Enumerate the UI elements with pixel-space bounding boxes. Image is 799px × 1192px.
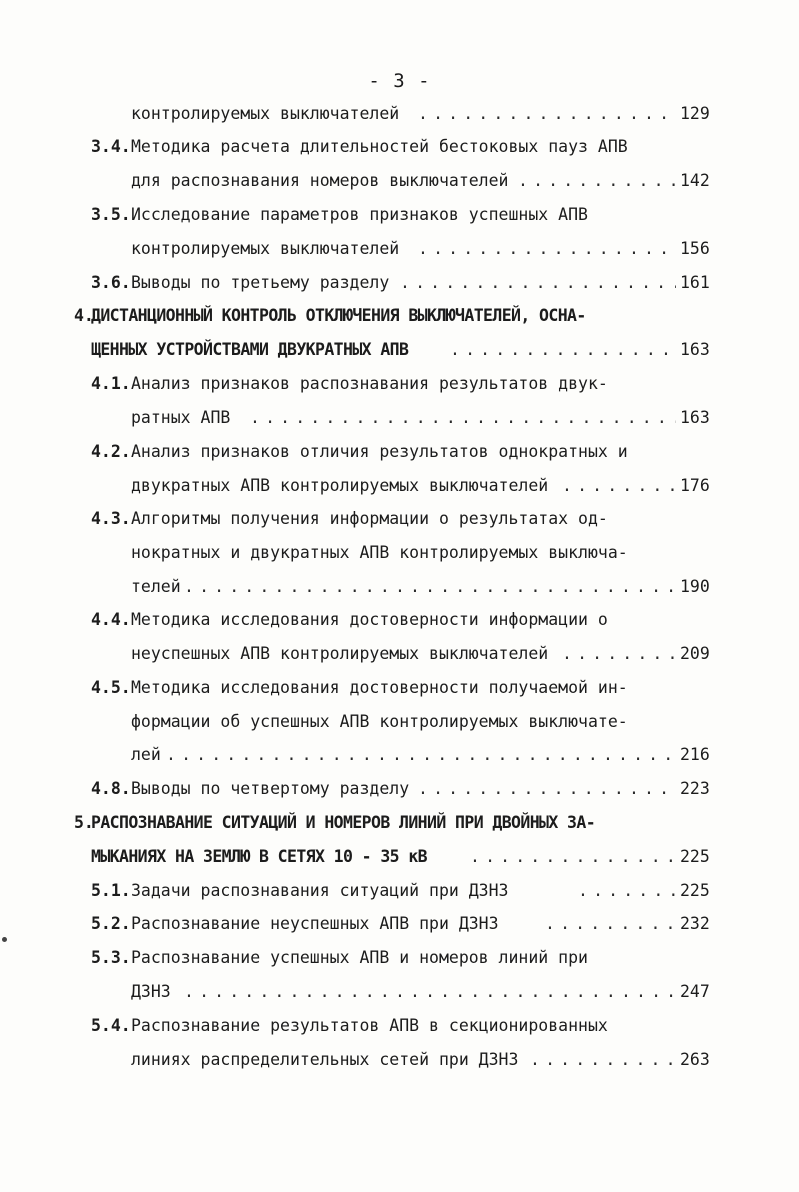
toc-entry-text: двукратных АПВ контролируемых выключателей — [131, 476, 549, 495]
toc-entry-4-3-cont — [0, 537, 799, 569]
toc-dot-leader — [250, 402, 676, 434]
page-number: - 3 - — [368, 70, 431, 92]
toc-entry-4-4-cont — [0, 638, 799, 670]
toc-entry-3-4 — [0, 131, 799, 163]
toc-entry-text: формации об успешных АПВ контролируемых выключате- — [131, 712, 628, 731]
toc-entry-4-4 — [0, 604, 799, 636]
toc-entry-text: телей — [131, 577, 181, 596]
toc-section-number: 4.5. — [91, 678, 131, 697]
toc-section-number: 4.2. — [91, 442, 131, 461]
toc-entry-5-4 — [0, 1010, 799, 1042]
toc-section-number: 4.8. — [91, 779, 131, 798]
toc-entry-4-8 — [0, 773, 799, 805]
toc-dot-leader — [545, 908, 676, 940]
toc-entry-5-2 — [0, 908, 799, 940]
toc-entry-3-6 — [0, 267, 799, 299]
toc-entry-text: Выводы по третьему разделу — [131, 273, 390, 292]
toc-page-number: 263 — [680, 1050, 710, 1069]
toc-section-number: 5. — [74, 813, 94, 832]
toc-entry-5-1 — [0, 875, 799, 907]
toc-chapter-title: ЩЕННЫХ УСТРОЙСТВАМИ ДВУКРАТНЫХ АПВ — [91, 340, 409, 359]
toc-dot-leader — [418, 773, 676, 805]
toc-chapter-5-cont — [0, 841, 799, 873]
toc-entry-4-5-cont — [0, 706, 799, 738]
toc-entry-4-1 — [0, 368, 799, 400]
scan-mark — [2, 937, 7, 942]
toc-chapter-4 — [0, 300, 799, 332]
toc-entry-text: для распознавания номеров выключателей — [131, 171, 509, 190]
toc-entry-4-5-cont2 — [0, 739, 799, 771]
toc-entry-text: линиях распределительных сетей при ДЗНЗ — [131, 1050, 519, 1069]
toc-dot-leader — [400, 267, 676, 299]
toc-entry-3-4-cont — [0, 165, 799, 197]
toc-chapter-title: МЫКАНИЯХ НА ЗЕМЛЮ В СЕТЯХ 10 - 35 кВ — [91, 847, 428, 866]
toc-chapter-title: ДИСТАНЦИОННЫЙ КОНТРОЛЬ ОТКЛЮЧЕНИЯ ВЫКЛЮЧАТЕЛЕЙ, ОСНА- — [91, 306, 586, 325]
toc-section-number: 3.4. — [91, 137, 131, 156]
toc-entry-4-3-cont2 — [0, 571, 799, 603]
toc-section-number: 4. — [74, 306, 94, 325]
toc-page-number: 232 — [680, 914, 710, 933]
toc-page-number: 209 — [680, 644, 710, 663]
toc-entry-text: контролируемых выключателей — [131, 104, 400, 123]
toc-entry-text: Анализ признаков распознавания результатов двук- — [131, 374, 608, 393]
toc-entry-5-3-cont — [0, 976, 799, 1008]
toc-page-number: 190 — [680, 577, 710, 596]
toc-entry-text: Выводы по четвертому разделу — [131, 779, 410, 798]
toc-chapter-title: РАСПОЗНАВАНИЕ СИТУАЦИЙ И НОМЕРОВ ЛИНИЙ ПРИ ДВОЙНЫХ ЗА- — [91, 813, 596, 832]
toc-entry-3-5-cont — [0, 233, 799, 265]
toc-page-number: 225 — [680, 847, 710, 866]
toc-entry-text: Методика исследования достоверности информации о — [131, 610, 608, 629]
toc-entry-4-5 — [0, 672, 799, 704]
toc-section-number: 5.3. — [91, 948, 131, 967]
toc-chapter-4-cont — [0, 334, 799, 366]
toc-entry-text: Анализ признаков отличия результатов однократных и — [131, 442, 628, 461]
toc-entry-text: Исследование параметров признаков успешных АПВ — [131, 205, 588, 224]
toc-chapter-5 — [0, 807, 799, 839]
toc-section-number: 4.3. — [91, 509, 131, 528]
toc-entry-4-2-cont — [0, 470, 799, 502]
toc-section-number: 4.4. — [91, 610, 131, 629]
toc-dot-leader — [166, 739, 676, 771]
toc-page-number: 161 — [680, 273, 710, 292]
toc-page-number: 142 — [680, 171, 710, 190]
toc-page-number: 129 — [680, 104, 710, 123]
toc-entry-text: Распознавание неуспешных АПВ при ДЗНЗ — [131, 914, 499, 933]
toc-dot-leader — [578, 875, 676, 907]
toc-dot-leader — [418, 98, 676, 130]
toc-entry-text: Распознавание успешных АПВ и номеров линий при — [131, 948, 588, 967]
toc-dot-leader — [470, 841, 676, 873]
toc-page-number: 225 — [680, 881, 710, 900]
toc-page-number: 156 — [680, 239, 710, 258]
toc-dot-leader — [530, 1044, 676, 1076]
toc-page-number: 176 — [680, 476, 710, 495]
toc-entry-text: Распознавание результатов АПВ в секционированных — [131, 1016, 608, 1035]
toc-entry-3-5 — [0, 199, 799, 231]
toc-page-number: 216 — [680, 745, 710, 764]
toc-entry-4-3 — [0, 503, 799, 535]
toc-entry-text: контролируемых выключателей — [131, 239, 400, 258]
toc-entry-text: Методика исследования достоверности получаемой ин- — [131, 678, 628, 697]
toc-section-number: 5.1. — [91, 881, 131, 900]
toc-dot-leader — [562, 638, 676, 670]
toc-entry-5-3 — [0, 942, 799, 974]
toc-entry-text: лей — [131, 745, 161, 764]
toc-section-number: 3.5. — [91, 205, 131, 224]
toc-page-number: 247 — [680, 982, 710, 1001]
toc-page-number: 223 — [680, 779, 710, 798]
toc-entry-4-2 — [0, 436, 799, 468]
toc-entry-text: Методика расчета длительностей бестоковых пауз АПВ — [131, 137, 628, 156]
toc-entry-5-4-cont — [0, 1044, 799, 1076]
toc-entry-text: ДЗНЗ — [131, 982, 171, 1001]
toc-entry-text: Алгоритмы получения информации о результатах од- — [131, 509, 608, 528]
toc-page-number: 163 — [680, 340, 710, 359]
toc-section-number: 5.2. — [91, 914, 131, 933]
toc-dot-leader — [418, 233, 676, 265]
toc-dot-leader — [450, 334, 676, 366]
toc-section-number: 4.1. — [91, 374, 131, 393]
toc-dot-leader — [184, 976, 676, 1008]
toc-section-number: 3.6. — [91, 273, 131, 292]
toc-entry-text: неуспешных АПВ контролируемых выключателей — [131, 644, 549, 663]
toc-dot-leader — [562, 470, 676, 502]
toc-entry-continuation — [0, 98, 799, 130]
toc-section-number: 5.4. — [91, 1016, 131, 1035]
toc-dot-leader — [518, 165, 676, 197]
toc-entry-4-1-cont — [0, 402, 799, 434]
toc-page-number: 163 — [680, 408, 710, 427]
toc-entry-text: Задачи распознавания ситуаций при ДЗНЗ — [131, 881, 509, 900]
toc-dot-leader — [184, 571, 676, 603]
toc-entry-text: ратных АПВ — [131, 408, 231, 427]
toc-entry-text: нократных и двукратных АПВ контролируемых выключа- — [131, 543, 628, 562]
